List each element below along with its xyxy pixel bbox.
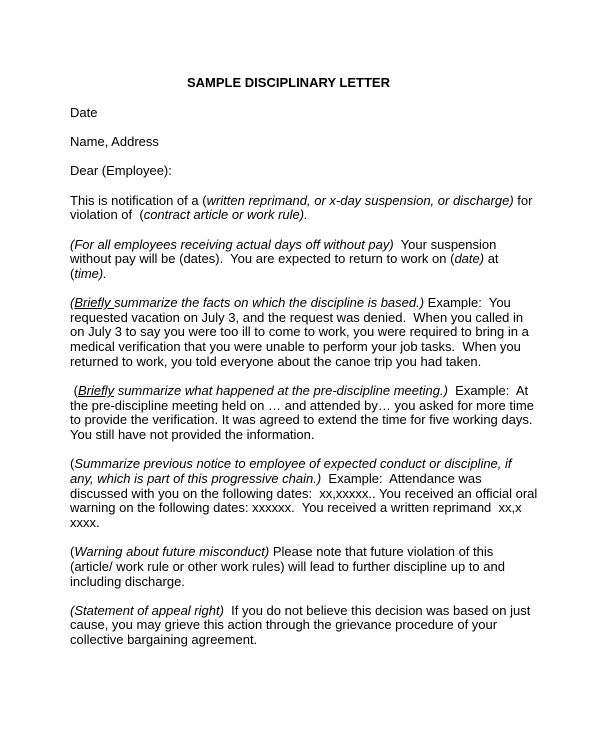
- text-segment: You still have not provided the information.: [70, 427, 315, 442]
- italic-text: Briefly: [77, 383, 115, 399]
- text-line: [70, 311, 540, 326]
- paragraph: [70, 164, 540, 179]
- text-line: [70, 633, 540, 648]
- italic-text: any, which is part of this progressive chain.): [70, 470, 322, 486]
- text-segment: medical verification that you were unable to perform your job tasks. When you: [70, 339, 521, 355]
- text-segment: Example: At: [447, 383, 529, 399]
- text-segment: Example: Attendance was: [321, 470, 482, 486]
- text-line: [70, 618, 540, 633]
- text-segment: xxxx.: [70, 514, 100, 530]
- italic-text: written reprimand, or x-day suspension, or discharge): [206, 192, 514, 208]
- italic-text: summarize what happened at the pre-discipline meeting.): [114, 383, 448, 399]
- text-segment: Dear (Employee):: [70, 163, 172, 179]
- text-segment: discussed with you on the following dates: xx,xxxxx.. You received an official oral: [70, 485, 538, 501]
- text-segment: (article/ work rule or other work rules) will lead to further discipline up to and: [70, 558, 505, 574]
- text-line: [70, 252, 540, 267]
- text-line: [70, 238, 540, 253]
- text-segment: Name, Address: [70, 133, 159, 149]
- italic-text: (Statement of appeal right): [70, 602, 224, 618]
- text-segment: requested vacation on July 3, and the request was denied. When you called in: [70, 309, 524, 325]
- italic-text: date): [454, 251, 485, 267]
- text-line: [70, 267, 540, 282]
- paragraph: [70, 135, 540, 150]
- text-line: [70, 106, 540, 121]
- text-line: [70, 340, 540, 355]
- text-line: [70, 604, 540, 619]
- italic-text: summarize the facts on which the discipline is based.): [114, 295, 425, 311]
- text-line: [70, 472, 540, 487]
- text-segment: Your suspension: [393, 236, 497, 252]
- text-line: [70, 516, 540, 531]
- text-segment: including discharge.: [70, 573, 185, 589]
- text-line: [70, 194, 540, 209]
- paragraph: [70, 296, 540, 369]
- text-line: [70, 428, 540, 443]
- paragraph: [70, 545, 540, 589]
- paragraph: [70, 457, 540, 530]
- letter-body: [70, 106, 540, 648]
- text-segment: the pre-discipline meeting held on … and attended by… you asked for more time: [70, 397, 534, 413]
- italic-text: time).: [74, 265, 107, 281]
- text-line: [70, 135, 540, 150]
- text-line: [70, 384, 540, 399]
- text-segment: for: [513, 192, 533, 208]
- text-line: [70, 413, 540, 428]
- paragraph: [70, 194, 540, 223]
- italic-text: Briefly: [74, 295, 115, 311]
- text-segment: Example: You: [424, 295, 511, 311]
- italic-text: Warning about future misconduct): [74, 544, 270, 560]
- text-line: [70, 164, 540, 179]
- text-segment: If you do not believe this decision was based on just: [223, 602, 531, 618]
- text-line: [70, 325, 540, 340]
- text-line: [70, 487, 540, 502]
- text-line: [70, 501, 540, 516]
- text-segment: (: [70, 383, 78, 399]
- paragraph: [70, 106, 540, 121]
- text-segment: without pay will be (dates). You are expected to return to work on (: [70, 251, 455, 267]
- italic-text: (: [70, 295, 75, 311]
- text-segment: collective bargaining agreement.: [70, 632, 258, 648]
- text-segment: warning on the following dates: xxxxxx. You received a written reprimand xx,x: [70, 500, 522, 516]
- text-line: [70, 457, 540, 472]
- text-line: [70, 208, 540, 223]
- text-segment: Date: [70, 104, 98, 120]
- text-segment: at: [484, 251, 499, 267]
- letter-title: SAMPLE DISCIPLINARY LETTER: [187, 75, 390, 90]
- italic-text: Summarize previous notice to employee of expected conduct or discipline, if: [74, 456, 512, 472]
- paragraph: [70, 238, 540, 282]
- text-segment: This is notification of a (: [70, 192, 207, 208]
- paragraph: [70, 604, 540, 648]
- text-line: [70, 560, 540, 575]
- text-segment: violation of (: [70, 207, 144, 223]
- text-segment: to provide the verification. It was agreed to extend the time for five working days.: [70, 412, 533, 428]
- italic-text: (For all employees receiving actual days off without pay): [70, 236, 394, 252]
- italic-text: contract article or work rule).: [143, 207, 308, 223]
- text-segment: on July 3 to say you were too ill to come to work, you were required to bring in a: [70, 324, 529, 340]
- text-line: [70, 399, 540, 414]
- text-segment: (: [70, 544, 75, 560]
- text-line: [70, 355, 540, 370]
- text-segment: (: [70, 456, 75, 472]
- text-segment: cause, you may grieve this action through the grievance procedure of your: [70, 617, 498, 633]
- letter-page: [70, 76, 540, 662]
- text-segment: returned to work, you told everyone about the canoe trip you had taken.: [70, 353, 482, 369]
- text-segment: (: [70, 265, 75, 281]
- text-line: [70, 545, 540, 560]
- paragraph: [70, 384, 540, 443]
- text-line: [70, 575, 540, 590]
- text-line: [70, 296, 540, 311]
- text-segment: Please note that future violation of this: [269, 544, 494, 560]
